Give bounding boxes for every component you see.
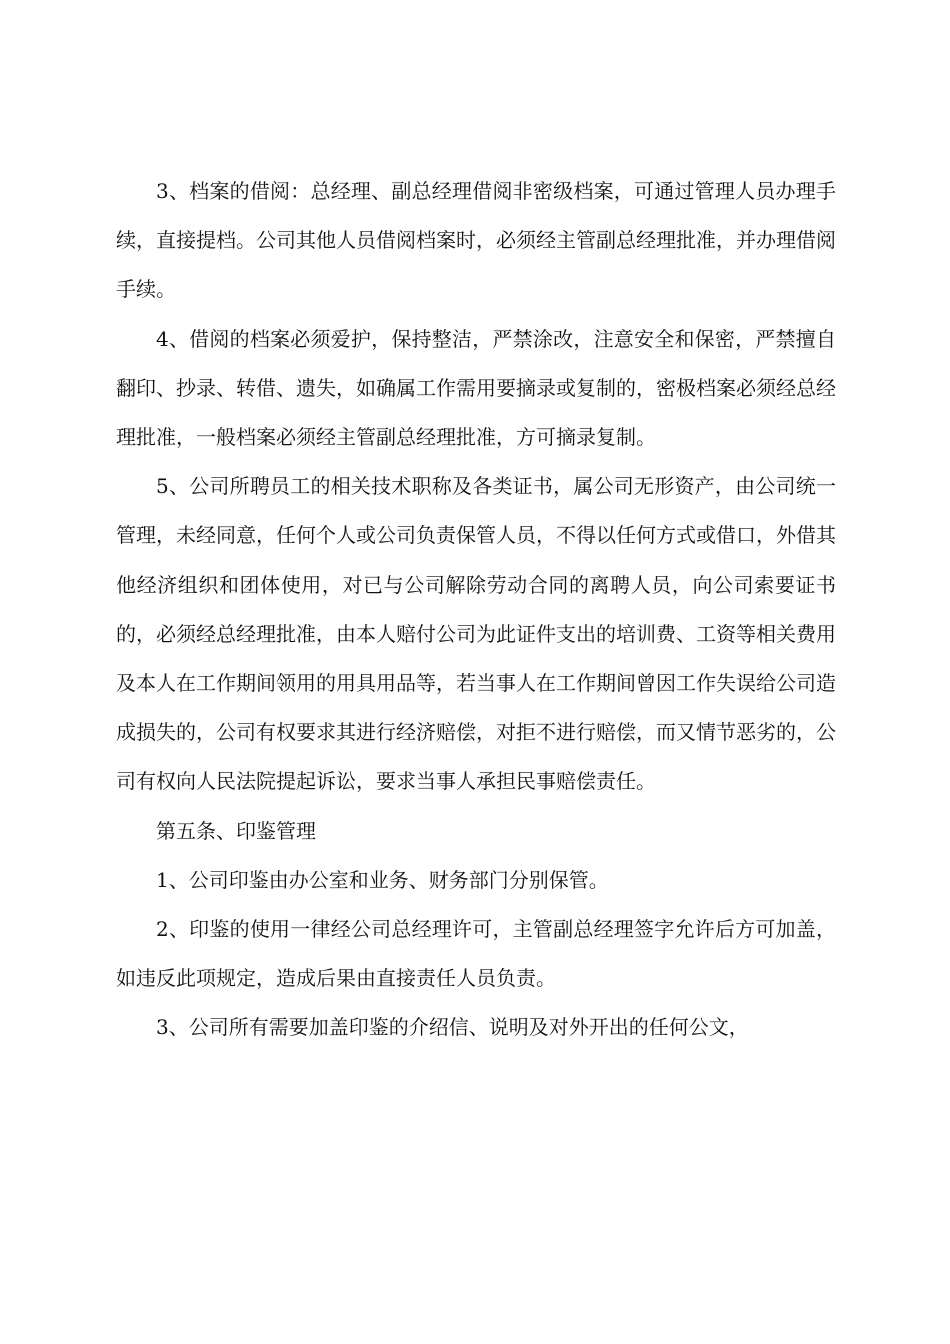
paragraph-certificates: 5、公司所聘员工的相关技术职称及各类证书，属公司无形资产，由公司统一管理，未经同意，任何个人或公司负责保管人员，不得以任何方式或借口，外借其他经济组织和团体使用，对已与公司解除劳动合同的离聘人员，向公司索要证书的，必须经总经理批准，由本人赔付公司为此证件支出的培训费、工资等相关费用及本人在工作期间领用的用具用品等，若当事人在工作期间曾因工作失误给公司造成损失的，公司有权要求其进行经济赔偿，对拒不进行赔偿，而又情节恶劣的，公司有权向人民法院提起诉讼，要求当事人承担民事赔偿责任。 <box>116 474 836 794</box>
paragraph-seal-documents: 3、公司所有需要加盖印鉴的介绍信、说明及对外开出的任何公文， <box>156 1015 749 1040</box>
paragraph-archive-care: 4、借阅的档案必须爱护，保持整洁，严禁涂改，注意安全和保密，严禁擅自翻印、抄录、转借、遗失，如确属工作需用要摘录或复制的，密极档案必须经总经理批准，一般档案必须经主管副总经理批准，方可摘录复制。 <box>116 326 836 450</box>
document-body <box>116 167 836 1053</box>
paragraph-archive-borrowing: 3、档案的借阅：总经理、副总经理借阅非密级档案，可通过管理人员办理手续，直接提档。公司其他人员借阅档案时，必须经主管副总经理批准，并办理借阅手续。 <box>116 179 836 302</box>
section-heading-seal-management: 第五条、印鉴管理 <box>156 818 316 843</box>
paragraph-seal-custody: 1、公司印鉴由办公室和业务、财务部门分别保管。 <box>156 867 609 892</box>
paragraph-seal-usage: 2、印鉴的使用一律经公司总经理许可，主管副总经理签字允许后方可加盖，如违反此项规定，造成后果由直接责任人员负责。 <box>116 917 836 991</box>
